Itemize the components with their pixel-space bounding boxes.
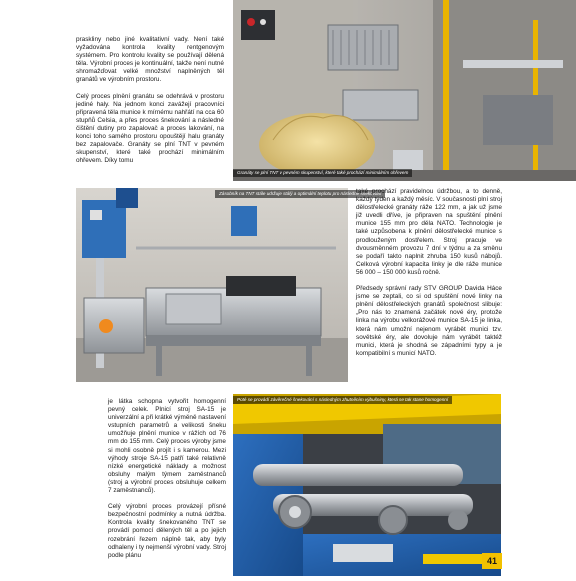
text-column-bottom-left [108,398,226,568]
screw-compaction-machine-image [233,394,501,576]
photo-top [233,0,576,181]
page-number: 41 [482,553,502,569]
photo-bottom-caption: Poté se provádí závěrečné šnekování s následným zhutněním výbušniny, která se tak stane homogenní [233,396,452,404]
tnt-filling-machine-image [233,0,576,181]
tnt-hopper-conveyor-image [76,188,348,382]
photo-middle [76,188,382,382]
paragraph: je látka schopna vytvořit homogenní pevný celek. Plnicí stroj SA-15 je univerzální a při krátké výměně nastavení vstupních parametrů a velikosti šneku umožňuje plnění munice v rážích od 76 mm do 155 mm. Celý proces výroby jsme si mohli osobně projít i s kamerou. Mezi výhody stroje SA-15 patří také relativně nízké energetické náklady a možnost obsluhy malým týmem zaměstnanců (stroj a výrobní proces obsluhuje celkem 7 zaměstnanců). [108,398,226,495]
photo-middle-caption: Zásobník na TNT stále udržuje stálý a optimální teplotu pro následné šnekování [215,190,385,198]
paragraph: Předsedy správní rady STV GROUP Davida Háce jsme se zeptali, co si od spuštění nové linky na plnění dělostřeleckých granátů společnost slibuje: „Pro nás to znamená začátek nové éry, protože linka na výrobu velkorážové munice SA-15 je linka, která nám umožní nejenom vyrábět munici tzv. sovětské éry, ale dovoluje nám vyrábět taktéž munici, která je shodná se západními typy a je kompatibilní s municí NATO. [356,285,502,357]
photo-bottom [233,394,501,576]
photo-top-caption: Granáty se plní TNT v pevném skupenství, které také prochází minimálním ohřevem [233,169,412,177]
paragraph: Celý proces plnění granátu se odehrává v prostoru jediné haly. Na jednom konci zavážejí pracovníci připravená těla munice k mírnému nahřátí na cca 60 stupňů Celsia, a přes proces šnekování a následné čištění dutiny pro zapalovač a proces lakování, na konci toho samého prostoru opouštějí halu granáty bez zapalovače. Granáty se plní TNT v pevném skupenství, které také prochází minimálním ohřevem. Díky tomu [76,92,224,165]
paragraph: praskliny nebo jiné kvalitativní vady. Není také vyžadována kontrola kvality rentgenovým systémem. Pro kontrolu kvality se používají dělená těla. Výrobní proces je kontinuální, takže není nutné shromažďovat velké množství naplněných těl granátů ve výrobním prostoru. [76,36,224,84]
text-column-top-left [76,36,224,173]
paragraph: také prochází pravidelnou údržbou, a to denně, každý týden a každý měsíc. V současnosti plní stroj dělostřelecké granáty ráže 122 mm, a jak už jsme již uvedli dříve, je připraven na spuštění plnění munice 155 mm pro děla NATO. Technologie je také uzpůsobena k plnění dělostřelecké munice s prodlouženým dostřelem. Stroj pracuje ve dvousměnném provozu 7 dní v týdnu a za směnu se podaří takto naplnit zhruba 150 kusů nábojů. Celková výrobní kapacita linky je dle ráže munice 56 000 – 150 000 kusů ročně. [356,188,502,276]
text-column-middle-right [356,188,502,366]
paragraph: Celý výrobní proces provázejí přísné bezpečnostní podmínky a nutná údržba. Kontrola kvality šnekovaného TNT se provádí pomocí dělených těl a po jejich rozebrání řezem náplně tak, aby byly odhaleny i ty nejmenší výrobní vady. Stroj podle plánu [108,503,226,559]
